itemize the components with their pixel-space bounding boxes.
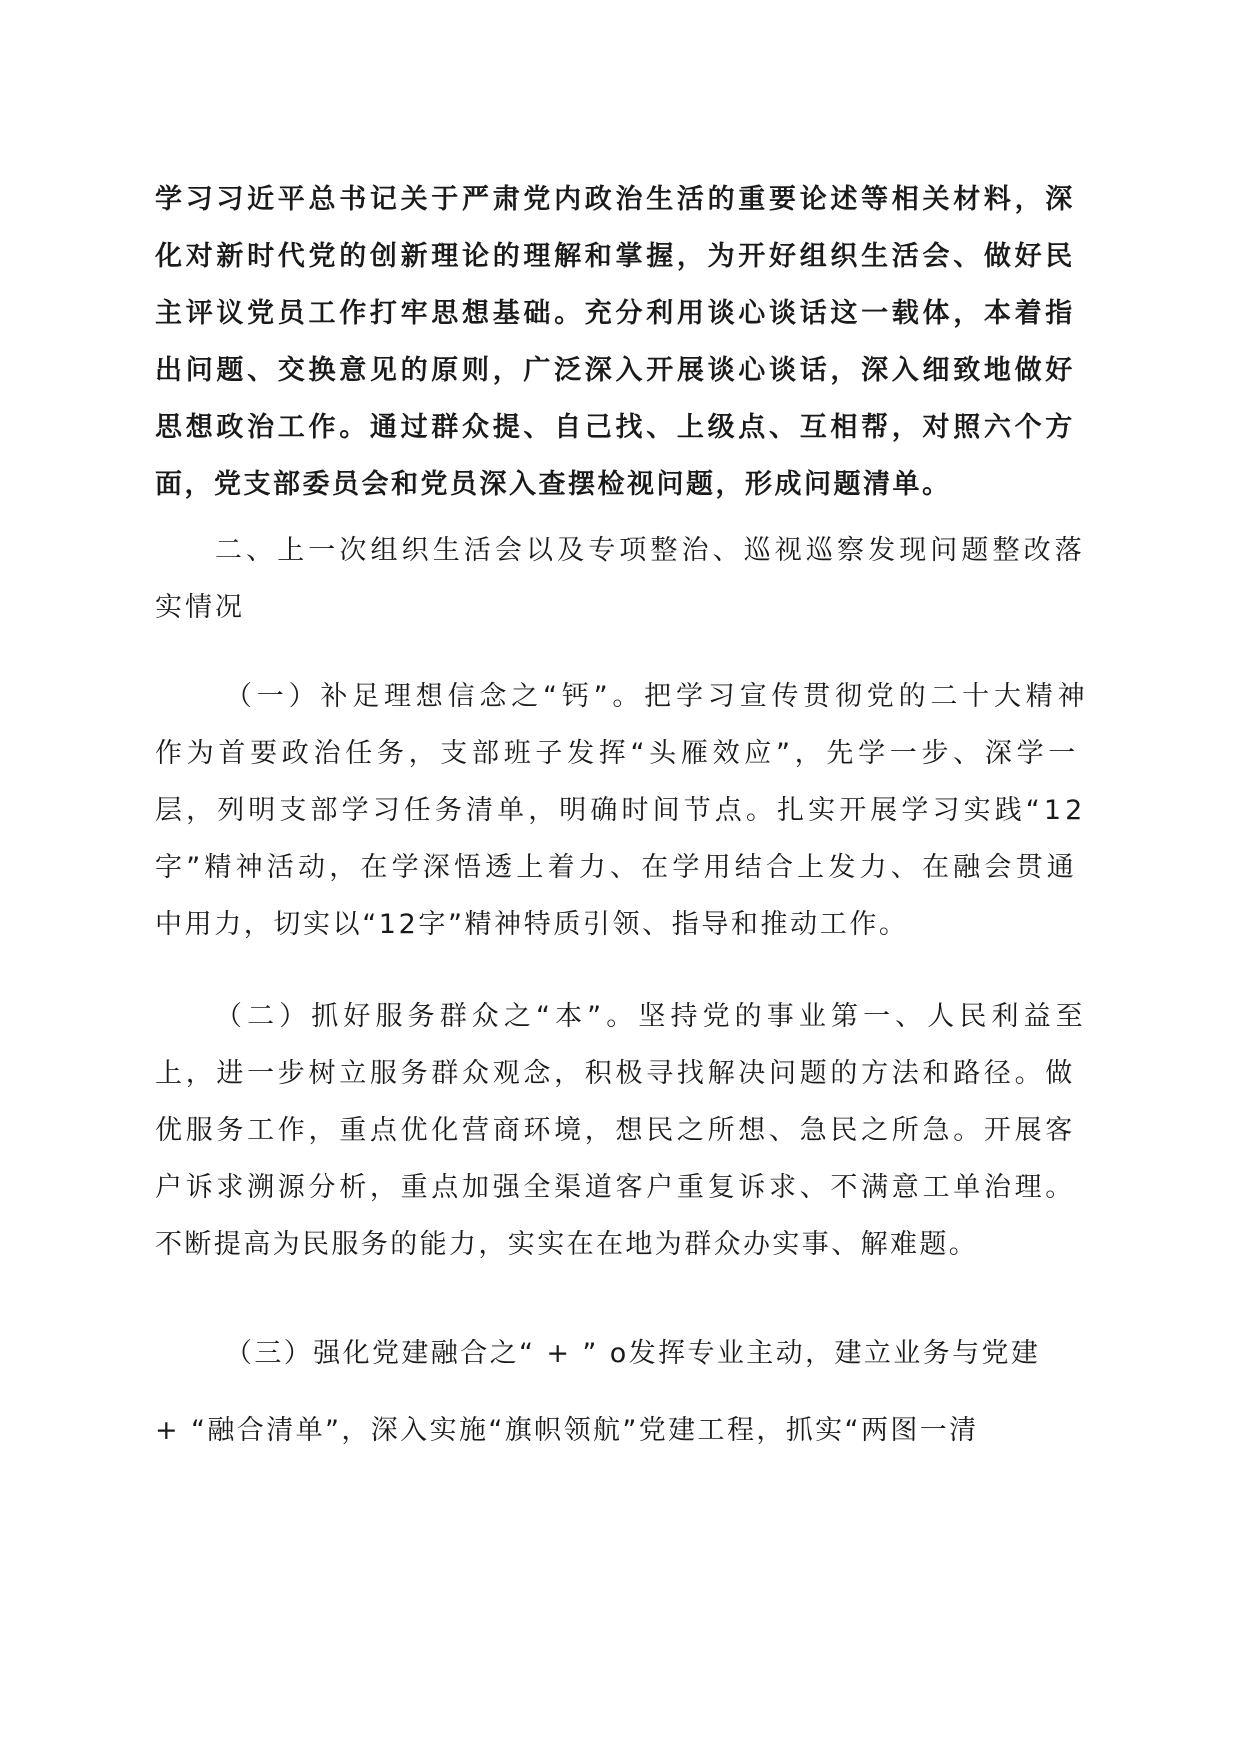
heading-line: 二、上一次组织生活会以及专项整治、巡视巡察发现问题整改落 (215, 535, 1086, 566)
text-line: + “融合清单”，深入实施“旗帜领航”党建工程，抓实“两图一清 (155, 1415, 979, 1446)
text-line: 主评议党员工作打牢思想基础。充分利用谈心谈话这一载体，本着指 (155, 298, 1076, 329)
text-line: 上，进一步树立服务群众观念，积极寻找解决问题的方法和路径。做 (155, 1058, 1076, 1089)
text-line: 字”精神活动，在学深悟透上着力、在学用结合上发力、在融会贯通 (155, 852, 1078, 883)
text-line: 不断提高为民服务的能力，实实在在地为群众办实事、解难题。 (155, 1229, 979, 1260)
text-line: 化对新时代党的创新理论的理解和掌握，为开好组织生活会、做好民 (155, 241, 1076, 272)
text-line: 户诉求溯源分析，重点加强全渠道客户重复诉求、不满意工单治理。 (155, 1172, 1076, 1203)
text-line: 面，党支部委员会和党员深入查摆检视问题，形成问题清单。 (155, 469, 952, 500)
text-line: 中用力，切实以“12字”精神特质引领、指导和推动工作。 (155, 909, 909, 940)
text-line: 优服务工作，重点优化营商环境，想民之所想、急民之所急。开展客 (155, 1115, 1076, 1146)
text-line: 层，列明支部学习任务清单，明确时间节点。扎实开展学习实践“12 (155, 795, 1087, 826)
text-line: 出问题、交换意见的原则，广泛深入开展谈心谈话，深入细致地做好 (155, 355, 1076, 386)
text-line: 学习习近平总书记关于严肃党内政治生活的重要论述等相关材料，深 (155, 184, 1076, 215)
text-line: （三）强化党建融合之“ + ” o发挥专业主动，建立业务与党建 (225, 1338, 1041, 1369)
text-line: 思想政治工作。通过群众提、自己找、上级点、互相帮，对照六个方 (155, 412, 1076, 443)
heading-line: 实情况 (155, 592, 245, 623)
text-line: （一）补足理想信念之“钙”。把学习宣传贯彻党的二十大精神 (225, 681, 1090, 712)
text-line: （二）抓好服务群众之“本”。坚持党的事业第一、人民利益至 (215, 1001, 1088, 1032)
text-line: 作为首要政治任务，支部班子发挥“头雁效应”，先学一步、深学一 (155, 738, 1080, 769)
